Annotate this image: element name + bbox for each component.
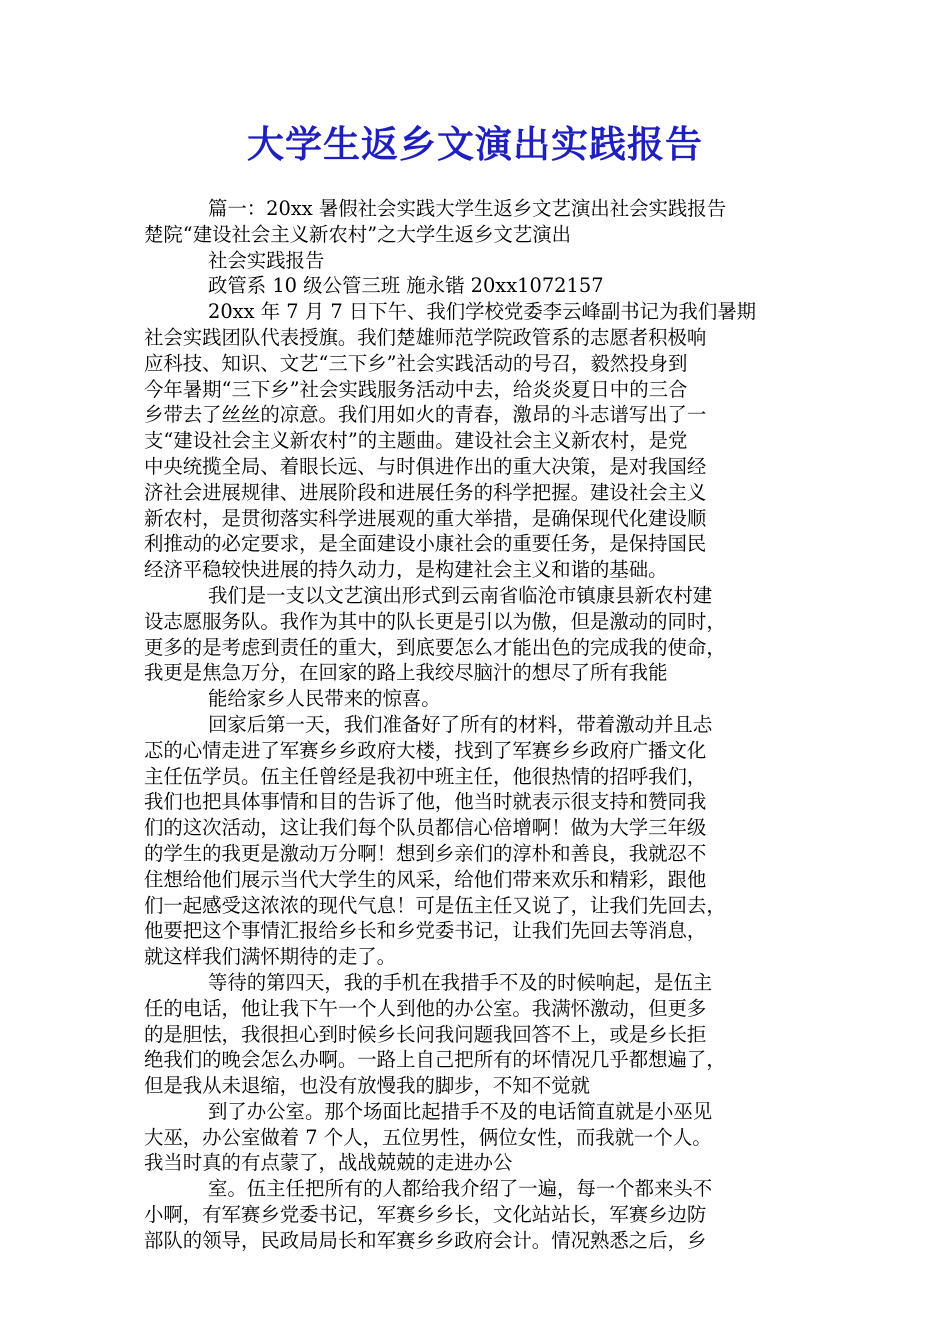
body-line: 乡带去了丝丝的凉意。我们用如火的青春，激昂的斗志谱写出了一 [144,403,707,427]
body-line: 政管系 10 级公管三班 施永锴 20xx1072157 [208,274,604,298]
body-line: 济社会进展规律、进展阶段和进展任务的科学把握。建设社会主义 [144,480,707,504]
body-line: 社会实践团队代表授旗。我们楚雄师范学院政管系的志愿者积极响 [144,325,707,349]
body-line: 他要把这个事情汇报给乡长和乡党委书记，让我们先回去等消息， [144,919,707,943]
body-line: 但是我从未退缩，也没有放慢我的脚步，不知不觉就 [144,1074,590,1098]
document-body [144,196,808,1254]
body-line: 设志愿服务队。我作为其中的队长更是引以为傲，但是激动的同时， [144,609,726,633]
body-line: 社会实践报告 [208,248,325,272]
body-line: 中央统揽全局、着眼长远、与时俱进作出的重大决策，是对我国经 [144,454,707,478]
body-line: 篇一：20xx 暑假社会实践大学生返乡文艺演出社会实践报告 [208,197,727,220]
body-line: 大巫，办公室做着 7 个人，五位男性，俩位女性，而我就一个人。 [144,1125,712,1149]
body-line: 我当时真的有点蒙了，战战兢兢的走进办公 [144,1151,513,1175]
body-line: 的是胆怯，我很担心到时候乡长问我问题我回答不上，或是乡长拒 [144,1022,707,1046]
body-line: 新农村，是贯彻落实科学进展观的重大举措，是确保现代化建设顺 [144,506,707,530]
body-line: 我们是一支以文艺演出形式到云南省临沧市镇康县新农村建 [208,583,713,607]
body-line: 应科技、知识、文艺“三下乡”社会实践活动的号召，毅然投身到 [144,351,688,375]
body-line: 们的这次活动，这让我们每个队员都信心倍增啊！做为大学三年级 [144,816,707,840]
body-line: 我们也把具体事情和目的告诉了他，他当时就表示很支持和赞同我 [144,790,707,814]
body-line: 主任伍学员。伍主任曾经是我初中班主任，他很热情的招呼我们， [144,764,707,788]
body-line: 们一起感受这浓浓的现代气息！可是伍主任又说了，让我们先回去， [144,893,726,917]
body-line: 等待的第四天，我的手机在我措手不及的时候响起，是伍主 [208,970,713,994]
body-line: 我更是焦急万分，在回家的路上我绞尽脑汁的想尽了所有我能 [144,661,668,685]
body-line: 就这样我们满怀期待的走了。 [144,945,397,969]
body-line: 支“建设社会主义新农村”的主题曲。建设社会主义新农村，是党 [144,429,688,453]
body-line: 室。伍主任把所有的人都给我介绍了一遍，每一个都来头不 [208,1177,713,1201]
body-line: 今年暑期“三下乡”社会实践服务活动中去，给炎炎夏日中的三合 [144,377,688,401]
body-line: 绝我们的晚会怎么办啊。一路上自己把所有的坏情况几乎都想遍了， [144,1048,726,1072]
body-line: 的学生的我更是激动万分啊！想到乡亲们的淳朴和善良，我就忍不 [144,841,707,865]
body-line: 回家后第一天，我们准备好了所有的材料，带着激动并且忐 [208,712,713,736]
body-line: 住想给他们展示当代大学生的风采，给他们带来欢乐和精彩，跟他 [144,867,707,891]
body-line: 小啊，有军赛乡党委书记，军赛乡乡长，文化站站长，军赛乡边防 [144,1203,707,1227]
document-title: 大学生返乡文演出实践报告 [247,123,703,166]
body-line: 20xx 年 7 月 7 日下午、我们学校党委李云峰副书记为我们暑期 [208,300,757,324]
body-line: 任的电话，他让我下午一个人到他的办公室。我满怀激动，但更多 [144,996,707,1020]
body-line: 到了办公室。那个场面比起措手不及的电话简直就是小巫见 [208,1099,713,1123]
body-line: 忑的心情走进了军赛乡乡政府大楼，找到了军赛乡乡政府广播文化 [144,738,707,762]
body-line: 利推动的必定要求，是全面建设小康社会的重要任务，是保持国民 [144,532,707,556]
body-line: 楚院“建设社会主义新农村”之大学生返乡文艺演出 [144,222,572,246]
body-line: 经济平稳较快进展的持久动力，是构建社会主义和谐的基础。 [144,558,668,582]
body-line: 部队的领导，民政局局长和军赛乡乡政府会计。情况熟悉之后，乡 [144,1228,707,1252]
body-line: 能给家乡人民带来的惊喜。 [208,687,441,711]
body-line: 更多的是考虑到责任的重大，到底要怎么才能出色的完成我的使命， [144,635,726,659]
